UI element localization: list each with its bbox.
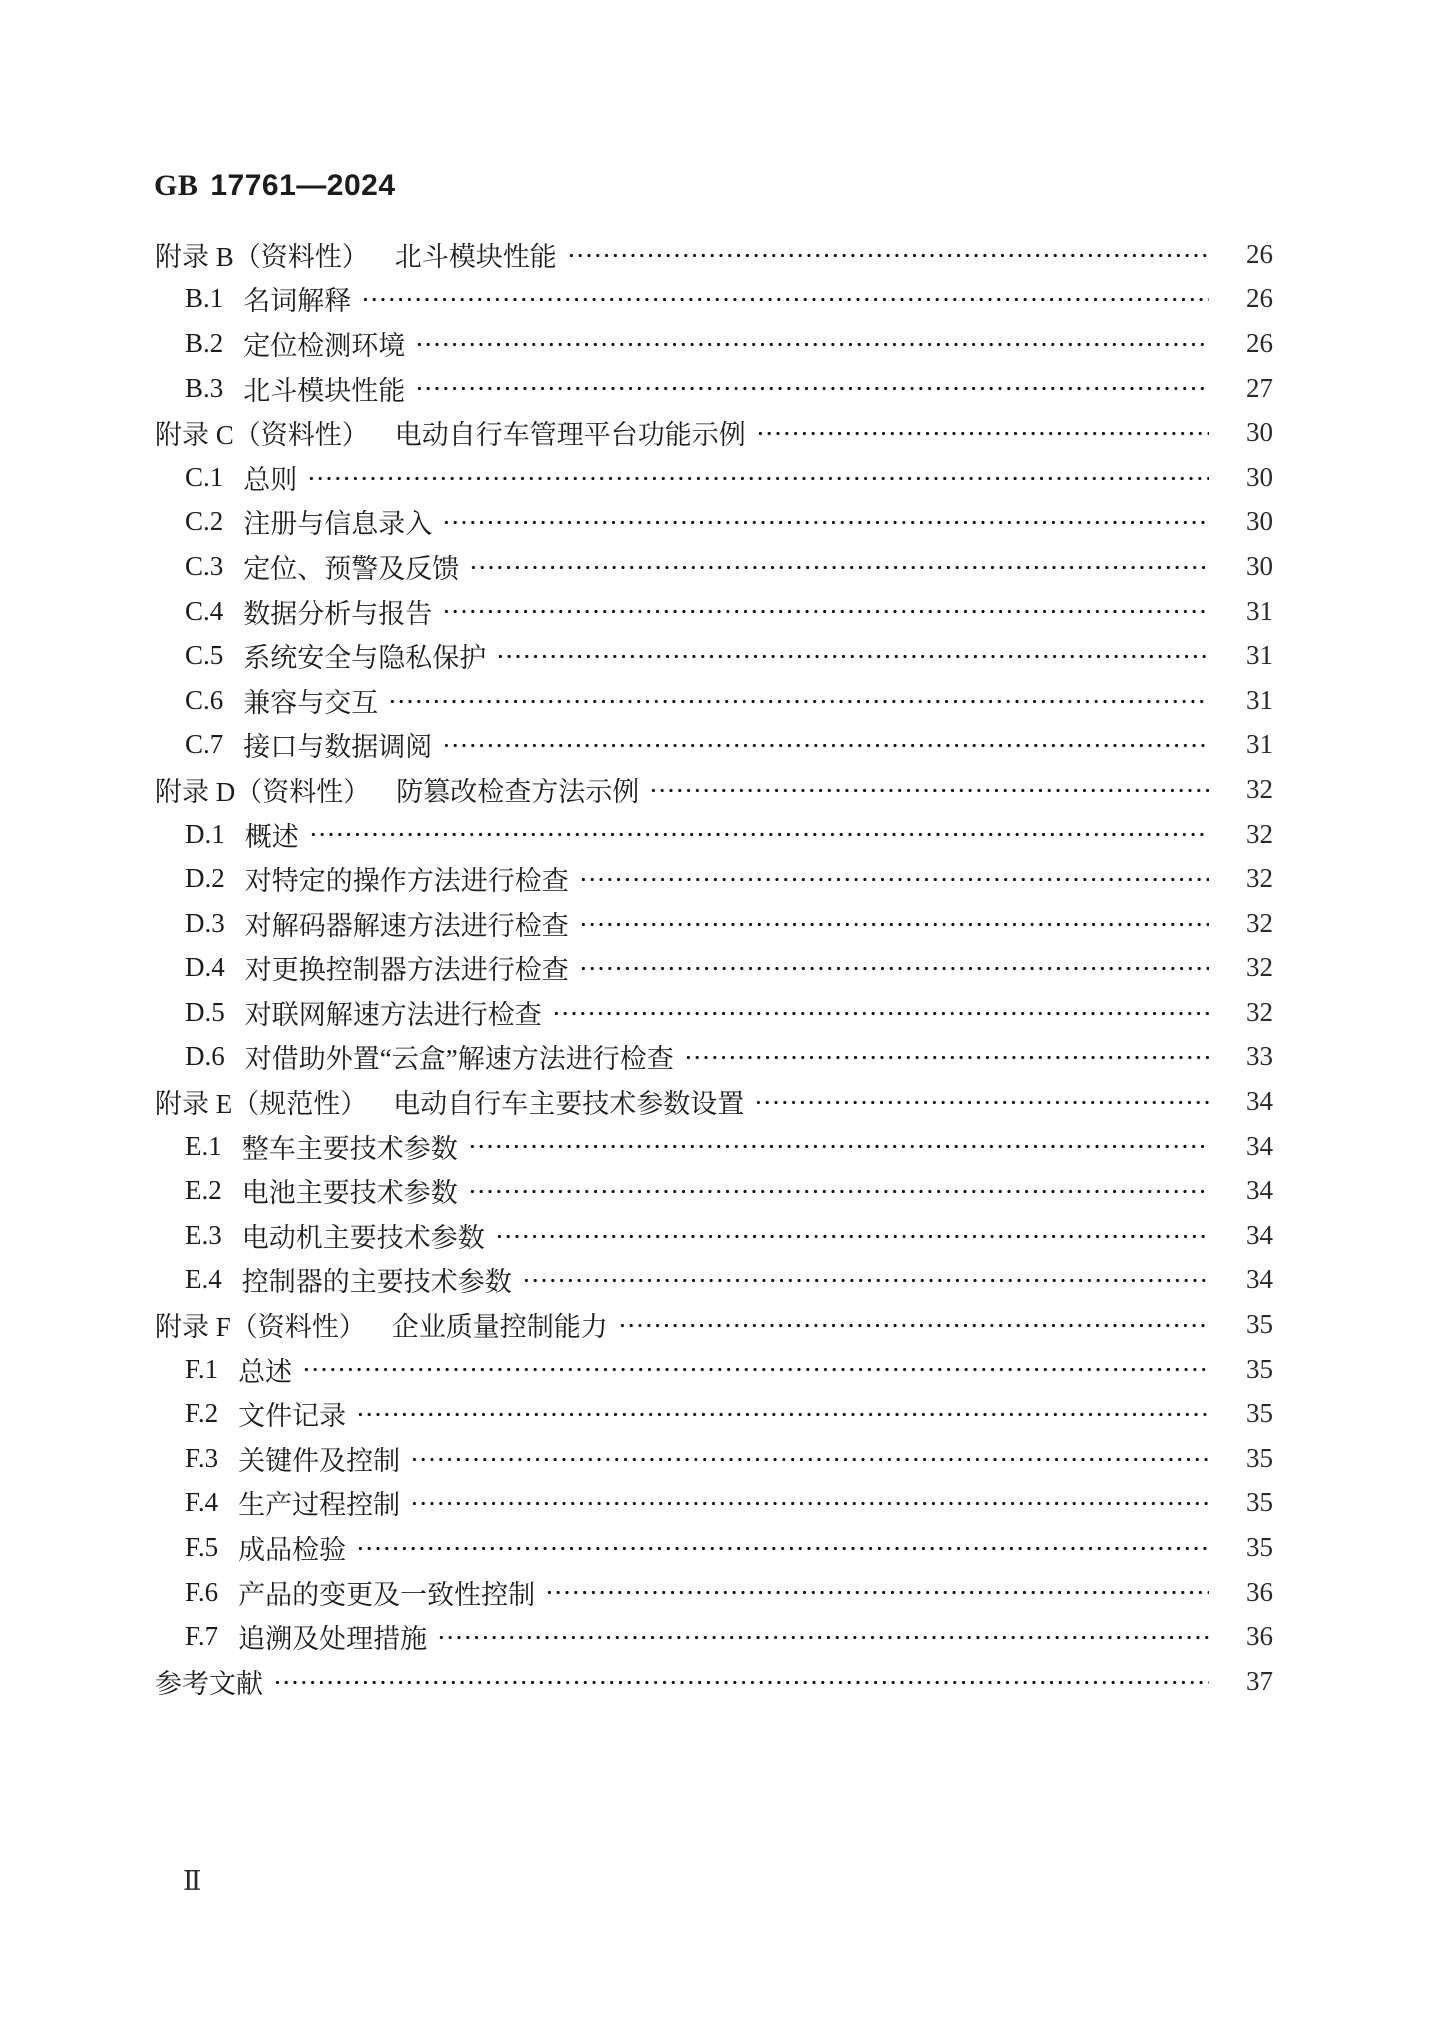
toc-entry-title: 北斗模块性能 (243, 375, 406, 406)
toc-entry (155, 990, 1273, 1035)
toc-page-number: 34 (1246, 1264, 1273, 1295)
toc-page-number: 35 (1246, 1398, 1273, 1429)
toc-entry-title: 总则 (243, 464, 298, 495)
toc-page-number: 32 (1246, 952, 1273, 983)
toc-entry-title: 防篡改检查方法示例 (396, 776, 640, 807)
toc-entry-number: C.5 (185, 640, 224, 671)
toc-page-number: 26 (1246, 327, 1273, 358)
toc-page-number: 35 (1246, 1532, 1273, 1563)
toc-entry-number: F.3 (185, 1442, 219, 1473)
toc-page-number: 33 (1246, 1041, 1273, 1072)
toc-entry-title: 接口与数据调阅 (243, 732, 433, 763)
toc-page-number: 32 (1246, 818, 1273, 849)
toc-entry-title: 企业质量控制能力 (391, 1312, 608, 1343)
dot-leader (415, 366, 1209, 411)
toc-entry-title: 对联网解速方法进行检查 (244, 999, 542, 1030)
toc-entry (155, 277, 1273, 322)
dot-leader (567, 232, 1209, 277)
dot-leader (273, 1659, 1209, 1704)
toc-page-number: 26 (1246, 283, 1273, 314)
toc-page-number: 26 (1246, 238, 1273, 269)
toc-entry (155, 1481, 1273, 1526)
dot-leader (356, 1391, 1209, 1436)
toc-page-number: 34 (1246, 1219, 1273, 1250)
toc-entry-title: 成品检验 (238, 1535, 347, 1566)
toc-entry (155, 544, 1273, 589)
toc-entry-number: B.2 (185, 327, 224, 358)
toc-entry-title: 电动自行车主要技术参数设置 (393, 1089, 745, 1120)
dot-leader (437, 1614, 1209, 1659)
dot-leader (410, 1436, 1209, 1481)
dot-leader (415, 321, 1209, 366)
standard-prefix: GB (154, 169, 199, 202)
toc-entry-number: C.4 (185, 595, 224, 626)
dot-leader (442, 500, 1209, 545)
toc-entry (155, 946, 1273, 991)
dot-leader (579, 946, 1209, 991)
standard-number: 17761—2024 (210, 169, 396, 202)
toc-entry (155, 1302, 1273, 1347)
toc-entry-title: 总述 (238, 1356, 293, 1387)
dot-leader (410, 1481, 1209, 1526)
toc-entry-title: 定位检测环境 (243, 330, 406, 361)
toc-page-number: 31 (1246, 640, 1273, 671)
toc-page-number: 37 (1246, 1665, 1273, 1696)
toc-entry-number: E.2 (185, 1175, 222, 1206)
toc-entry-number: F.5 (185, 1532, 219, 1563)
table-of-contents (155, 232, 1273, 1704)
toc-entry-number: F.4 (185, 1487, 219, 1518)
toc-entry (155, 321, 1273, 366)
dot-leader (649, 767, 1209, 812)
toc-entry (155, 1213, 1273, 1258)
toc-page-number: 34 (1246, 1130, 1273, 1161)
toc-entry (155, 856, 1273, 901)
toc-entry-number: C.1 (185, 461, 224, 492)
toc-entry-number: C.3 (185, 550, 224, 581)
toc-entry-title: 生产过程控制 (238, 1490, 401, 1521)
toc-page-number: 32 (1246, 863, 1273, 894)
dot-leader (442, 723, 1209, 768)
toc-entry-title: 名词解释 (243, 286, 352, 317)
toc-entry (155, 1614, 1273, 1659)
toc-entry (155, 410, 1273, 455)
toc-entry-number: 附录 D（资料性） (155, 776, 371, 807)
dot-leader (522, 1258, 1209, 1303)
toc-page-number: 36 (1246, 1576, 1273, 1607)
toc-entry (155, 1659, 1273, 1704)
toc-entry-title: 电动自行车管理平台功能示例 (394, 420, 746, 451)
toc-entry (155, 1570, 1273, 1615)
toc-entry-number: C.2 (185, 506, 224, 537)
dot-leader (545, 1570, 1209, 1615)
toc-entry-number: 附录 C（资料性） (155, 420, 369, 451)
toc-entry-title: 定位、预警及反馈 (243, 553, 460, 584)
toc-page-number: 27 (1246, 372, 1273, 403)
toc-entry-number: F.2 (185, 1398, 219, 1429)
dot-leader (468, 1168, 1209, 1213)
toc-page-number: 30 (1246, 417, 1273, 448)
toc-entry-title: 对更换控制器方法进行检查 (244, 955, 569, 986)
toc-entry (155, 1436, 1273, 1481)
toc-entry-title: 电动机主要技术参数 (241, 1222, 485, 1253)
toc-page-number: 32 (1246, 907, 1273, 938)
toc-page-number: 34 (1246, 1175, 1273, 1206)
toc-entry (155, 500, 1273, 545)
page-number-footer: Ⅱ (183, 1866, 202, 1896)
toc-page-number: 32 (1246, 773, 1273, 804)
dot-leader (579, 856, 1209, 901)
toc-entry (155, 366, 1273, 411)
toc-page-number: 30 (1246, 506, 1273, 537)
toc-entry-number: D.6 (185, 1041, 225, 1072)
dot-leader (468, 1124, 1209, 1169)
dot-leader (579, 901, 1209, 946)
toc-entry-title: 追溯及处理措施 (238, 1624, 428, 1655)
toc-entry-number: E.3 (185, 1219, 222, 1250)
toc-page-number: 35 (1246, 1487, 1273, 1518)
toc-entry-title: 概述 (244, 821, 299, 852)
dot-leader (552, 990, 1209, 1035)
toc-entry-number: C.7 (185, 729, 224, 760)
toc-entry (155, 1124, 1273, 1169)
toc-page-number: 32 (1246, 996, 1273, 1027)
dot-leader (309, 812, 1209, 857)
toc-entry-title: 数据分析与报告 (243, 598, 433, 629)
toc-entry (155, 232, 1273, 277)
toc-entry-title: 注册与信息录入 (243, 509, 433, 540)
toc-entry-number: C.6 (185, 684, 224, 715)
toc-entry (155, 1391, 1273, 1436)
toc-entry-number: D.3 (185, 907, 225, 938)
toc-entry-title: 文件记录 (238, 1401, 347, 1432)
toc-entry-title: 控制器的主要技术参数 (241, 1267, 512, 1298)
toc-entry (155, 678, 1273, 723)
toc-entry (155, 589, 1273, 634)
toc-entry (155, 1525, 1273, 1570)
toc-entry (155, 1258, 1273, 1303)
toc-page-number: 31 (1246, 595, 1273, 626)
toc-page-number: 35 (1246, 1309, 1273, 1340)
toc-entry (155, 633, 1273, 678)
toc-entry-title: 关键件及控制 (238, 1445, 401, 1476)
toc-entry-title: 对特定的操作方法进行检查 (244, 866, 569, 897)
dot-leader (756, 410, 1209, 455)
dot-leader (388, 678, 1209, 723)
toc-entry-number: F.6 (185, 1576, 219, 1607)
toc-entry-title: 兼容与交互 (243, 687, 379, 718)
toc-entry-title: 参考文献 (155, 1668, 263, 1699)
toc-entry (155, 1347, 1273, 1392)
toc-entry-number: D.4 (185, 952, 225, 983)
toc-entry-number: B.3 (185, 372, 224, 403)
toc-entry-title: 整车主要技术参数 (241, 1133, 458, 1164)
toc-entry-number: E.1 (185, 1130, 222, 1161)
toc-entry-number: F.7 (185, 1621, 219, 1652)
toc-page-number: 31 (1246, 729, 1273, 760)
toc-entry-number: D.1 (185, 818, 225, 849)
toc-page-number: 35 (1246, 1442, 1273, 1473)
toc-entry-title: 产品的变更及一致性控制 (238, 1579, 536, 1610)
toc-entry-number: D.2 (185, 863, 225, 894)
toc-entry (155, 812, 1273, 857)
toc-entry-title: 北斗模块性能 (394, 241, 557, 272)
toc-entry-title: 对解码器解速方法进行检查 (244, 910, 569, 941)
toc-entry-number: 附录 F（资料性） (155, 1312, 366, 1343)
toc-entry-number: F.1 (185, 1353, 219, 1384)
toc-entry-number: B.1 (185, 283, 224, 314)
toc-entry (155, 455, 1273, 500)
dot-leader (469, 544, 1209, 589)
toc-entry-title: 对借助外置“云盒”解速方法进行检查 (244, 1044, 674, 1075)
dot-leader (442, 589, 1209, 634)
toc-page-number: 30 (1246, 461, 1273, 492)
toc-entry (155, 767, 1273, 812)
document-code (154, 168, 396, 204)
toc-page-number: 35 (1246, 1353, 1273, 1384)
toc-entry-number: D.5 (185, 996, 225, 1027)
toc-page-number: 31 (1246, 684, 1273, 715)
dot-leader (754, 1079, 1209, 1124)
dot-leader (618, 1302, 1209, 1347)
toc-page-number: 30 (1246, 550, 1273, 581)
dot-leader (684, 1035, 1209, 1080)
toc-entry (155, 1035, 1273, 1080)
dot-leader (361, 277, 1209, 322)
dot-leader (496, 633, 1209, 678)
toc-entry-number: 附录 B（资料性） (155, 241, 369, 272)
dot-leader (495, 1213, 1209, 1258)
toc-entry (155, 901, 1273, 946)
toc-entry-title: 系统安全与隐私保护 (243, 643, 487, 674)
dot-leader (307, 455, 1209, 500)
dot-leader (356, 1525, 1209, 1570)
toc-entry (155, 1168, 1273, 1213)
toc-entry-title: 电池主要技术参数 (241, 1178, 458, 1209)
toc-entry (155, 723, 1273, 768)
toc-page-number: 36 (1246, 1621, 1273, 1652)
toc-entry (155, 1079, 1273, 1124)
toc-entry-number: E.4 (185, 1264, 222, 1295)
toc-entry-number: 附录 E（规范性） (155, 1089, 368, 1120)
toc-page-number: 34 (1246, 1086, 1273, 1117)
dot-leader (302, 1347, 1209, 1392)
